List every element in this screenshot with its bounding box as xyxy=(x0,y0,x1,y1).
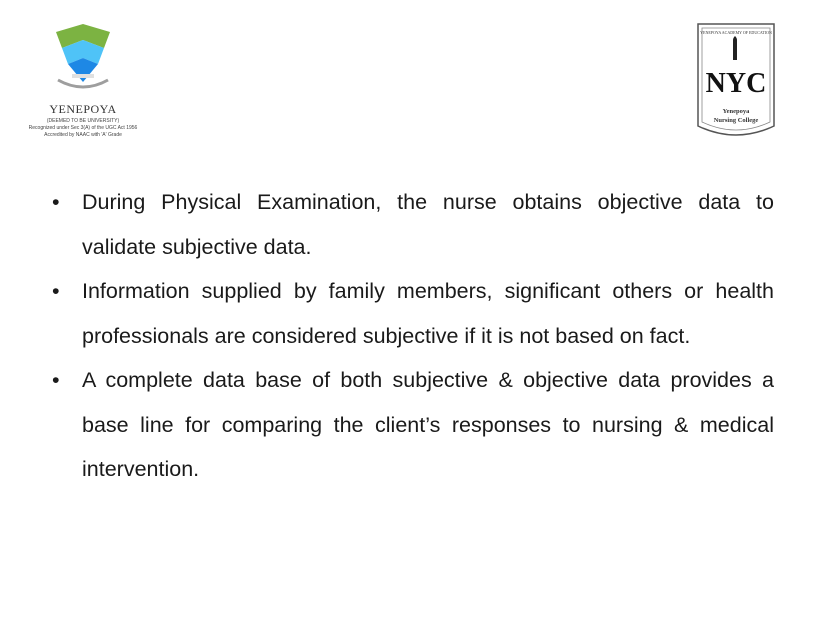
university-recognition: Recognized under Sec 3(A) of the UGC Act 1956 xyxy=(28,125,138,131)
college-name-line1: Yenepoya xyxy=(722,108,750,115)
college-name-line2: Nursing College xyxy=(713,117,759,124)
university-accreditation: Accredited by NAAC with 'A' Grade xyxy=(44,132,122,138)
bullet-item xyxy=(52,269,774,358)
college-crest-icon xyxy=(696,22,776,146)
bullet-text: Information supplied by family members, significant others or health professionals are considered subjective if it is not based on fact. xyxy=(82,279,774,348)
bullet-item xyxy=(52,358,774,492)
nursing-college-logo xyxy=(696,22,776,146)
university-name: YENEPOYA xyxy=(49,102,117,116)
bullet-marker: • xyxy=(52,279,60,303)
academy-name: YENEPOYA ACADEMY OF EDUCATION xyxy=(700,30,772,35)
svg-text:NYC: NYC xyxy=(705,68,767,99)
bullet-marker: • xyxy=(52,368,60,392)
university-emblem-icon xyxy=(52,22,114,100)
bullet-item xyxy=(52,180,774,269)
bullet-text: A complete data base of both subjective & objective data provides a base line for comparing the client’s responses to nursing & medical intervention. xyxy=(82,368,774,481)
bullet-marker: • xyxy=(52,190,60,214)
yenepoya-university-logo xyxy=(22,22,144,154)
bullet-list xyxy=(52,180,774,492)
university-status: (DEEMED TO BE UNIVERSITY) xyxy=(46,118,120,124)
bullet-text: During Physical Examination, the nurse obtains objective data to validate subjective data. xyxy=(82,190,774,259)
